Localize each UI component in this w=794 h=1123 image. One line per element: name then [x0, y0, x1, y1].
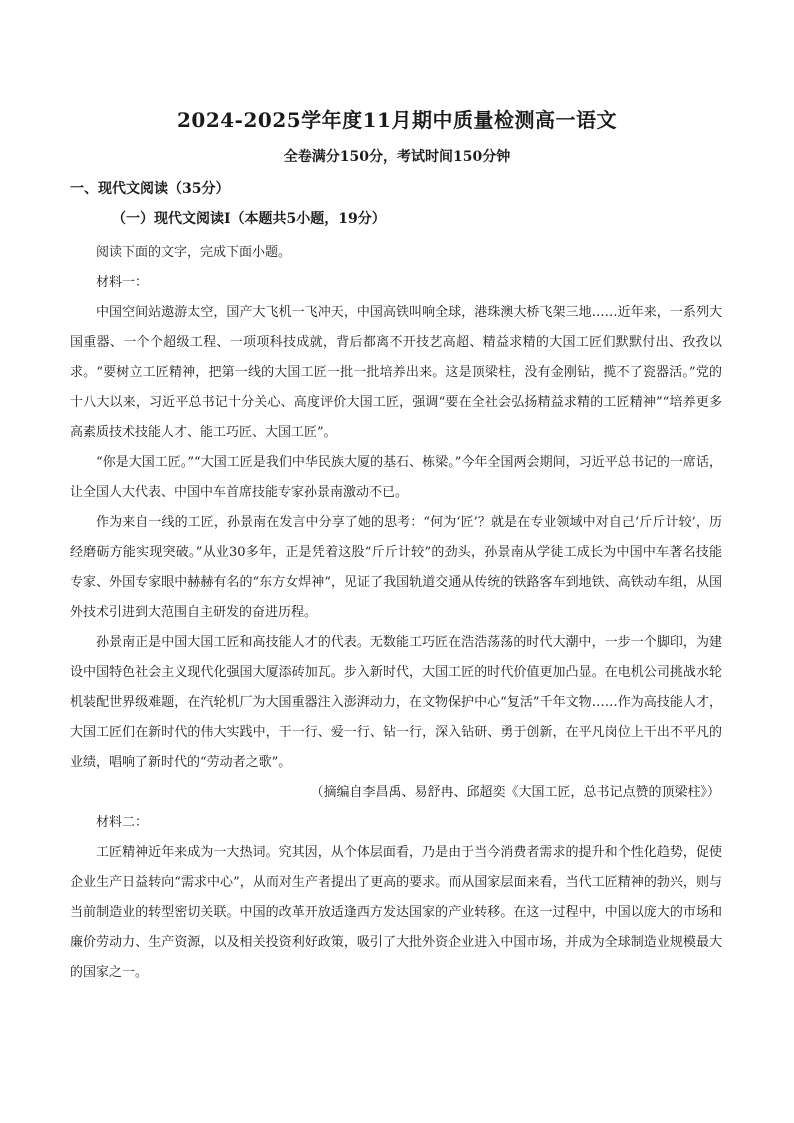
page-title: 2024-2025学年度11月期中质量检测高一语文	[177, 108, 617, 132]
paragraph: 孙景南正是中国大国工匠和高技能人才的代表。无数能工巧匠在浩浩荡荡的时代大潮中，一步一个脚印，为建设中国特色社会主义现代化强国大厦添砖加瓦。步入新时代，大国工匠的时代价值更加凸显。在电机公司挑战水轮机装配世界级难题，在汽轮机厂为大国重器注入澎湃动力，在文物保护中心“复活”千年文物……作为高技能人才，大国工匠们在新时代的伟大实践中，干一行、爱一行、钻一行，深入钻研、勇于创新，在平凡岗位上干出不平凡的业绩，唱响了新时代的“劳动者之歌”。	[70, 635, 722, 770]
material-label: 材料一：	[96, 275, 149, 290]
paragraph: “你是大国工匠。”“大国工匠是我们中华民族大厦的基石、栋梁。”今年全国两会期间，习近平总书记的一席话，让全国人大代表、中国中车首席技能专家孙景南激动不已。	[70, 455, 722, 500]
source-citation: （摘编自李昌禹、易舒冉、邱超奕《大国工匠，总书记点赞的顶梁柱》）	[310, 785, 720, 800]
section-heading: 一、现代文阅读（35分）	[70, 181, 230, 197]
paragraph: 工匠精神近年来成为一大热词。究其因，从个体层面看，乃是由于当今消费者需求的提升和个性化趋势，促使企业生产日益转向“需求中心”，从而对生产者提出了更高的要求。而从国家层面来看，当代工匠精神的勃兴，则与当前制造业的转型密切关联。中国的改革开放适逢西方发达国家的产业转移。在这一过程中，中国以庞大的市场和廉价劳动力、生产资源，以及相关投资利好政策，吸引了大批外资企业进入中国市场，并成为全球制造业规模最大的国家之一。	[70, 845, 722, 980]
subsection-heading: （一）现代文阅读Ⅰ（本题共5小题，19分）	[112, 211, 386, 227]
material-label: 材料二：	[96, 815, 149, 830]
page-subtitle: 全卷满分150分，考试时间150分钟	[283, 149, 511, 165]
paragraph: 中国空间站遨游太空，国产大飞机一飞冲天，中国高铁叫响全球，港珠澳大桥飞架三地……近年来，一系列大国重器、一个个超级工程、一项项科技成就，背后都离不开技艺高超、精益求精的大国工匠们默默付出、孜孜以求。“要树立工匠精神，把第一线的大国工匠一批一批培养出来。这是顶梁柱，没有金刚钻，揽不了瓷器活。”党的十八大以来，习近平总书记十分关心、高度评价大国工匠，强调“要在全社会弘扬精益求精的工匠精神”“培养更多高素质技术技能人才、能工巧匠、大国工匠”。	[70, 305, 722, 440]
instruction: 阅读下面的文字，完成下面小题。	[96, 245, 292, 260]
reading-passage	[70, 238, 722, 988]
paragraph: 作为来自一线的工匠，孙景南在发言中分享了她的思考：“何为‘匠’？就是在专业领域中对自己‘斤斤计较’，历经磨砺方能实现突破。”从业30多年，正是凭着这股“斤斤计较”的劲头，孙景南从学徒工成长为中国中车著名技能专家、外国专家眼中赫赫有名的“东方女焊神”，见证了我国轨道交通从传统的铁路客车到地铁、高铁动车组，从国外技术引进到大范围自主研发的奋进历程。	[70, 515, 722, 620]
